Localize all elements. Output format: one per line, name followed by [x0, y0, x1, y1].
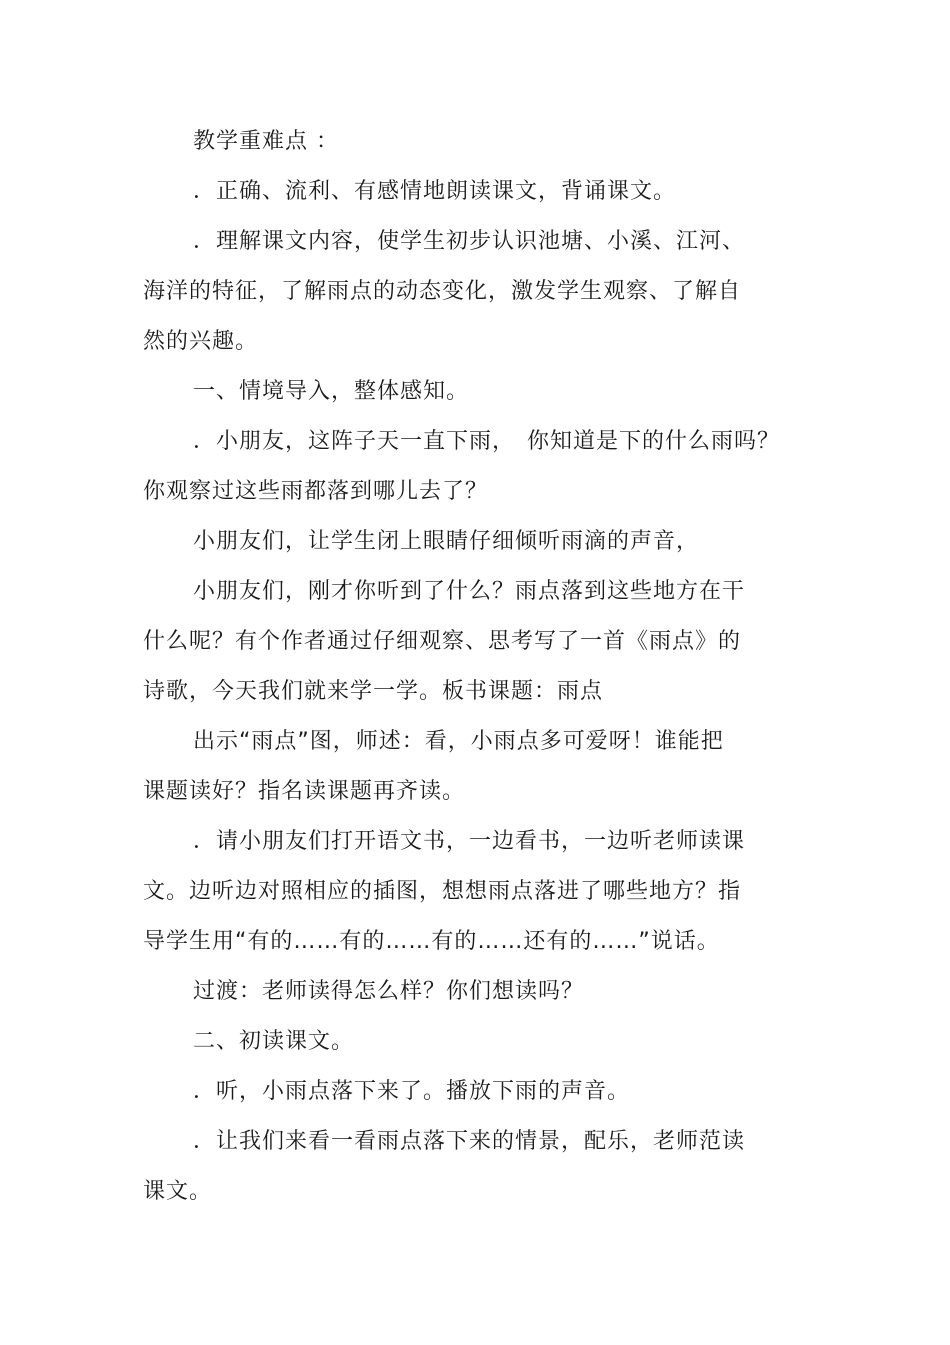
paragraph-line: 文。边听边对照相应的插图，想想雨点落进了哪些地方？指 [143, 879, 742, 904]
paragraph-line: 你观察过这些雨都落到哪儿去了？ [143, 479, 489, 504]
paragraph-line: 导学生用“有的……有的……有的……还有的……”说话。 [143, 929, 720, 954]
paragraph-line: ．听，小雨点落下来了。播放下雨的声音。 [193, 1079, 631, 1104]
paragraph-line: 课题读好？指名读课题再齐读。 [143, 779, 466, 804]
paragraph-line: 然的兴趣。 [143, 329, 259, 354]
paragraph-line: 小朋友们，让学生闭上眼睛仔细倾听雨滴的声音， [193, 529, 700, 554]
paragraph-line: 过渡：老师读得怎么样？你们想读吗？ [193, 979, 585, 1004]
paragraph-line: ．理解课文内容，使学生初步认识池塘、小溪、江河、 [193, 229, 746, 254]
heading-key-points: 教学重难点 ： [193, 129, 339, 154]
paragraph-line: ．小朋友，这阵子天一直下雨， 你知道是下的什么雨吗？ [193, 429, 781, 454]
paragraph-line: ．正确、流利、有感情地朗读课文，背诵课文。 [193, 179, 677, 204]
paragraph-line: 海洋的特征，了解雨点的动态变化，激发学生观察、了解自 [143, 279, 742, 304]
paragraph-line: 课文。 [143, 1179, 213, 1204]
paragraph-line: 什么呢？有个作者通过仔细观察、思考写了一首《雨点》的 [143, 629, 742, 654]
paragraph-line: ．让我们来看一看雨点落下来的情景，配乐，老师范读 [193, 1129, 746, 1154]
section-heading: 二、初读课文。 [193, 1029, 355, 1054]
paragraph-line: ．请小朋友们打开语文书，一边看书，一边听老师读课 [193, 829, 746, 854]
paragraph-line: 诗歌，今天我们就来学一学。板书课题：雨点 [143, 679, 604, 704]
paragraph-line: 出示“雨点”图，师述：看，小雨点多可爱呀！谁能把 [193, 729, 724, 754]
section-heading: 一、情境导入，整体感知。 [193, 379, 470, 404]
paragraph-line: 小朋友们，刚才你听到了什么？雨点落到这些地方在干 [193, 579, 746, 604]
